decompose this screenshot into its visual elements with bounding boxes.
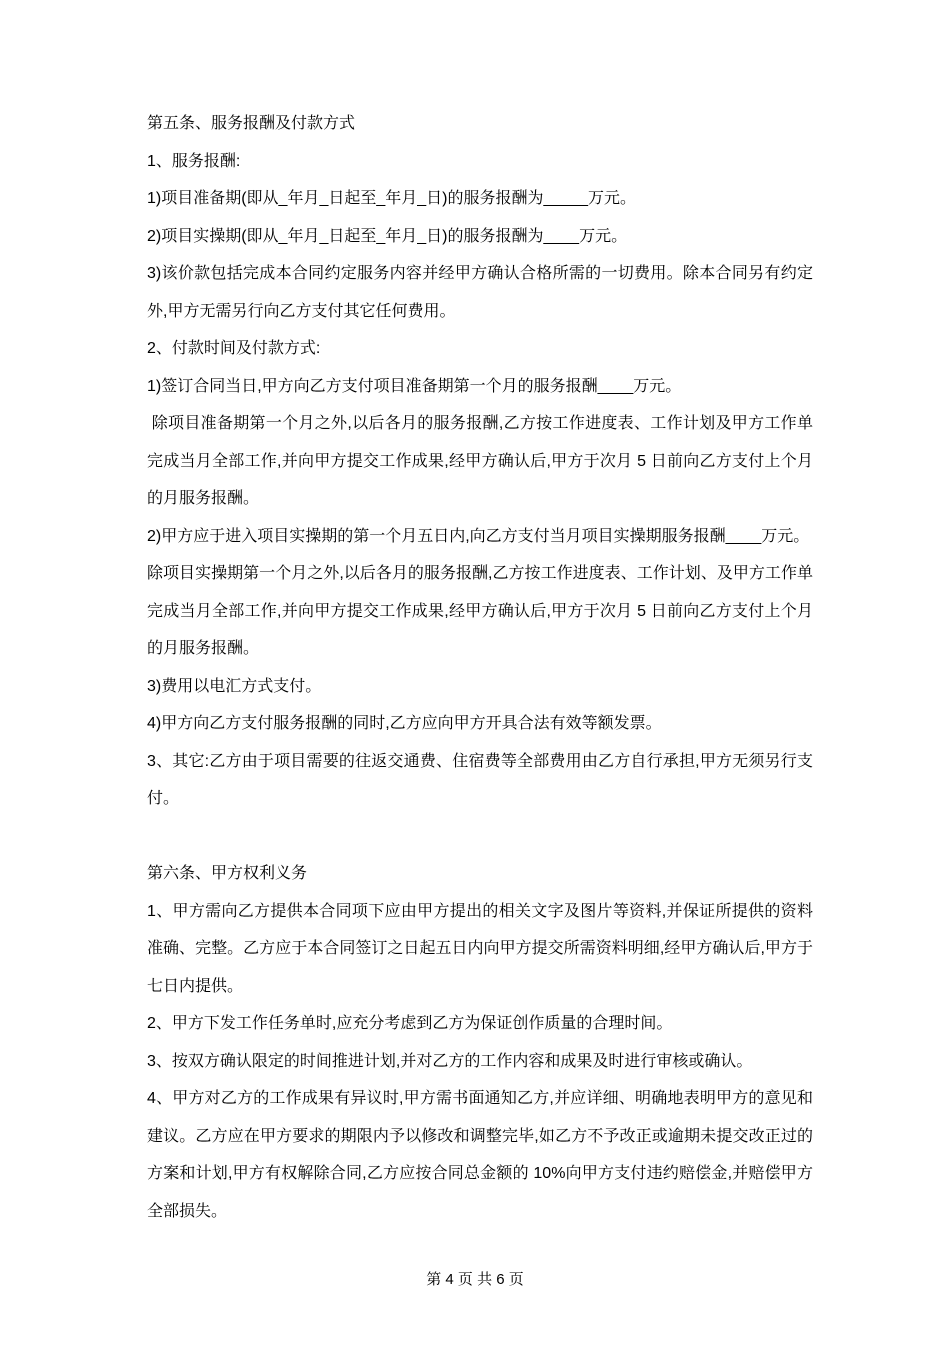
article-5-title: 第五条、服务报酬及付款方式 xyxy=(147,115,356,132)
clause-5-3-other-expenses: 3、其它:乙方由于项目需要的往返交通费、住宿费等全部费用由乙方自行承担,甲方无须另行支付。 xyxy=(147,752,813,807)
clause-6-1-materials: 1、甲方需向乙方提供本合同项下应由甲方提出的相关文字及图片等资料,并保证所提供的资料准确、完整。乙方应于本合同签订之日起五日内向甲方提交所需资料明细,经甲方确认后,甲方于七日内提供。 xyxy=(147,902,813,995)
clause-5-2-payment-terms: 2、付款时间及付款方式: xyxy=(147,340,321,357)
clause-5-2-2-subsequent-months: 除项目实操期第一个月之外,以后各月的服务报酬,乙方按工作进度表、工作计划、及甲方工作单完成当月全部工作,并向甲方提交工作成果,经甲方确认后,甲方于次月 5 日前向乙方支付上个月的月服务报酬。 xyxy=(147,565,813,657)
clause-5-2-3-wire-transfer: 3)费用以电汇方式支付。 xyxy=(147,677,322,695)
clause-5-2-2-operation-first-month: 2)甲方应于进入项目实操期的第一个月五日内,向乙方支付当月项目实操期服务报酬____万元。 xyxy=(147,527,810,545)
page-number-footer: 第 4 页 共 6 页 xyxy=(426,1271,524,1288)
clause-6-2-task-time: 2、甲方下发工作任务单时,应充分考虑到乙方为保证创作质量的合理时间。 xyxy=(147,1015,673,1032)
clause-6-3-schedule-review: 3、按双方确认限定的时间推进计划,并对乙方的工作内容和成果及时进行审核或确认。 xyxy=(147,1052,753,1070)
blank-line xyxy=(147,818,813,856)
clause-5-1-3-price-inclusive: 3)该价款包括完成本合同约定服务内容并经甲方确认合格所需的一切费用。除本合同另有约定外,甲方无需另行向乙方支付其它任何费用。 xyxy=(147,265,813,320)
clause-5-2-1-first-month-payment: 1)签订合同当日,甲方向乙方支付项目准备期第一个月的服务报酬____万元。 xyxy=(147,377,682,395)
clause-5-1-1-prep-period-fee: 1)项目准备期(即从_年月_日起至_年月_日)的服务报酬为_____万元。 xyxy=(147,190,636,207)
contract-body xyxy=(147,105,813,1230)
clause-5-2-4-invoice: 4)甲方向乙方支付服务报酬的同时,乙方应向甲方开具合法有效等额发票。 xyxy=(147,715,662,732)
clause-5-1-service-fee: 1、服务报酬: xyxy=(147,152,241,170)
clause-6-4-objection: 4、甲方对乙方的工作成果有异议时,甲方需书面通知乙方,并应详细、明确地表明甲方的意见和建议。乙方应在甲方要求的期限内予以修改和调整完毕,如乙方不予改正或逾期未提交改正过的方案和计划,甲方有权解除合同,乙方应按合同总金额的 10%向甲方支付违约赔偿金,并赔偿甲方全部损失。 xyxy=(147,1090,813,1220)
clause-5-2-1-subsequent-months: 除项目准备期第一个月之外,以后各月的服务报酬,乙方按工作进度表、工作计划及甲方工作单完成当月全部工作,并向甲方提交工作成果,经甲方确认后,甲方于次月 5 日前向乙方支付上个月的月服务报酬。 xyxy=(147,415,813,507)
article-6-title: 第六条、甲方权利义务 xyxy=(147,865,308,882)
clause-5-1-2-operation-period-fee: 2)项目实操期(即从_年月_日起至_年月_日)的服务报酬为____万元。 xyxy=(147,227,628,245)
